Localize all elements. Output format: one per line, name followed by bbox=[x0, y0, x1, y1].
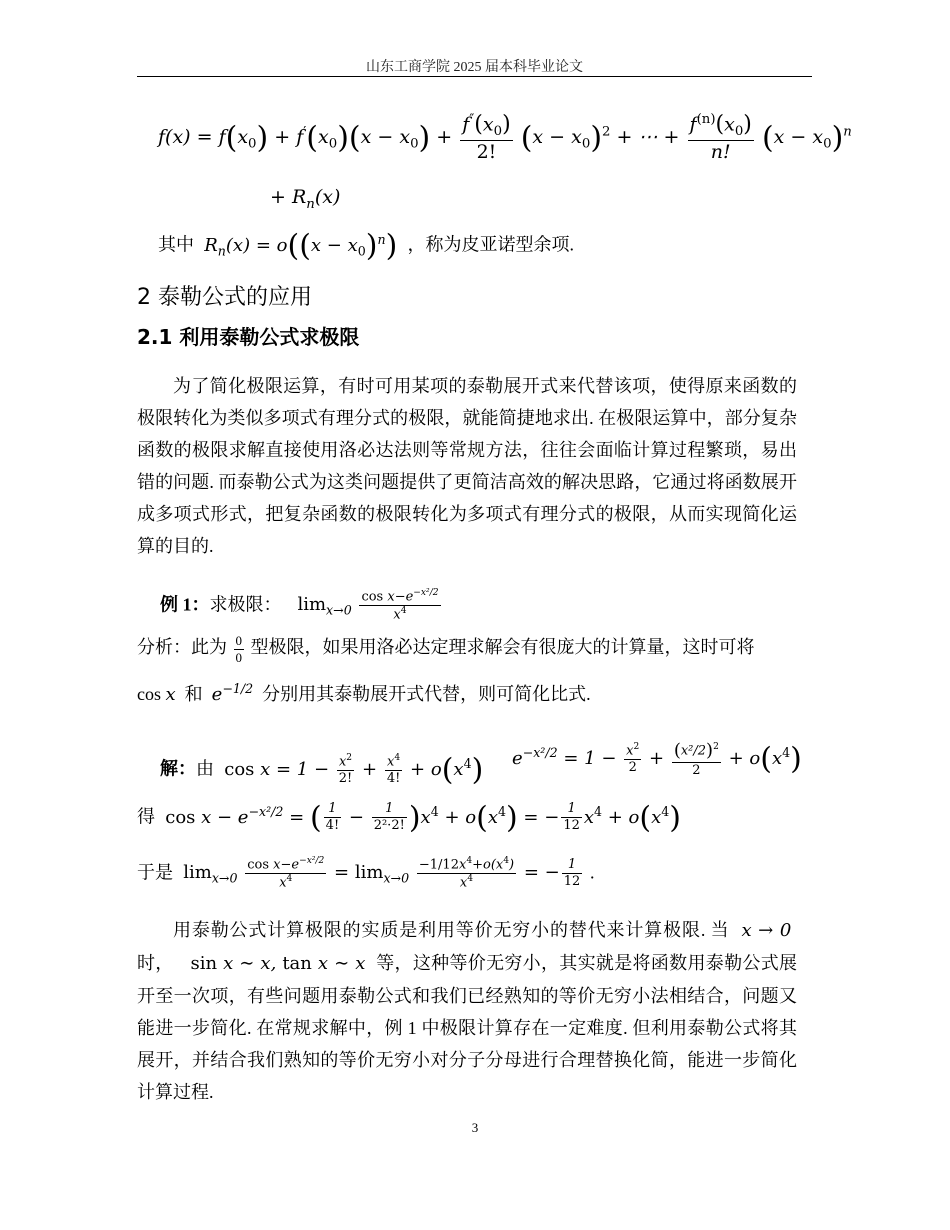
header-rule bbox=[137, 76, 812, 77]
subsection-title: 利用泰勒公式求极限 bbox=[179, 325, 360, 349]
solution-thus: 于是 bbox=[137, 862, 173, 883]
analysis-line2: cos x 和 $e^{-1/2}$ 分别用其泰勒展开式代替，则可简化比式. bbox=[137, 681, 591, 705]
solution-by: 由 bbox=[196, 758, 214, 779]
remainder-desc: ，称为皮亚诺型余项. bbox=[407, 234, 575, 255]
example-statement: 例 1：求极限： $\lim_{x\to 0}$ $\frac{\cos x-e^{-x^2/2}}{x^4}$ bbox=[160, 588, 439, 623]
section-heading bbox=[137, 280, 312, 311]
subsection-number: 2.1 bbox=[137, 325, 173, 349]
remainder-label: 其中 bbox=[158, 234, 194, 255]
remainder-line: 其中 $R_n(x) = o((x - x_0)^n)$ ，称为皮亚诺型余项. bbox=[158, 228, 575, 263]
example-label: 例 1： bbox=[160, 594, 210, 615]
solution-exp-expansion: $e^{-x^2/2} = 1$ − $\frac{x^2}{2}$ + $\frac{(x^2/2)^2}{2}$ + $o(x^4)$ bbox=[512, 740, 802, 778]
page-number: 3 bbox=[471, 1120, 479, 1135]
closing-paragraph: 用泰勒公式计算极限的实质是利用等价无穷小的替代来计算极限. 当 x → 0 时， sin x ∼ x, tan x ∼ x 等，这种等价无穷小，其实就是将函数用泰勒公式展开至一次项，有些问题用泰勒公式和我们已经熟知的等价无穷小法相结合，问题又能进一步简化. 在常规求解中，例 1 中极限计算存在一定难度. 但利用泰勒公式将其展开，并结合我们熟知的等价无穷小对分子分母进行合理替换化简，能进一步简化计算过程. bbox=[137, 920, 798, 1102]
analysis-c: 分别用其泰勒展开式代替，则可简化比式. bbox=[262, 684, 591, 704]
taylor-formula-line1: $f(x) = f(x_0) + f'(x_0)(x - x_0)$ + $\frac{f''(x_0)}{2!}$ $(x - x_0)^2$ + ⋯ + $\frac{f^{(n)}(x_0)}{n!}$ $(x - x_0)^n$ bbox=[158, 112, 852, 164]
closing-c: 等，这种等价无穷小，其实就是将函数用泰勒公式展开至一次项，有些问题用泰勒公式和我们已经熟知的等价无穷小法相结合，问题又能进一步简化. 在常规求解中，例 1 中极限计算存在一定难度. 但利用泰勒公式将其展开，并结合我们熟知的等价无穷小对分子分母进行合理替换化简，能进一步简化计算过程. bbox=[137, 953, 798, 1102]
taylor-formula-line2: + $R_n(x)$ bbox=[270, 186, 341, 212]
section-number: 2 bbox=[137, 285, 151, 310]
closing-a: 用泰勒公式计算极限的实质是利用等价无穷小的替代来计算极限. 当 bbox=[173, 920, 730, 940]
solution-get: 得 bbox=[137, 806, 155, 827]
analysis-line1: 分析：此为 $\frac{0}{0}$ 型极限，如果用洛必达定理求解会有很庞大的计算量，这时可将 bbox=[137, 633, 755, 665]
section-title: 泰勒公式的应用 bbox=[158, 285, 313, 310]
example-task: 求极限： bbox=[209, 594, 282, 615]
analysis-b: 型极限，如果用洛必达定理求解会有很庞大的计算量，这时可将 bbox=[250, 637, 755, 658]
solution-line2: 得 $\cos x - e^{-x^2/2}$ = ( $\frac{1}{4!}$ − $\frac{1}{\text{2²·2!}}$ )$x^4 + o(x^4)$ = − $\frac{1}{12}$ $x^4 + o(x^4)$ bbox=[137, 800, 682, 835]
closing-b: 时， bbox=[137, 953, 174, 973]
analysis-and: 和 bbox=[184, 684, 203, 704]
solution-label: 解： bbox=[160, 758, 196, 779]
analysis-a: 分析：此为 bbox=[137, 637, 227, 658]
solution-line1: 解：由 cos x = 1 − $\frac{x^2}{2!}$ + $\frac{x^4}{4!}$ + $o(x^4)$ bbox=[160, 752, 484, 787]
subsection-heading bbox=[137, 321, 359, 350]
solution-line3: 于是 $\lim_{x\to 0}$ $\frac{\cos x-e^{-x^2/2}}{x^4}$ = $\lim_{x\to 0}$ $\frac{-1/12x^4+o(x^4)}{x^4}$ = − $\frac{1}{12}$ . bbox=[137, 856, 595, 891]
intro-paragraph: 为了简化极限运算，有时可用某项的泰勒展开式来代替该项，使得原来函数的极限转化为类似多项式有理分式的极限，就能简捷地求出. 在极限运算中，部分复杂函数的极限求解直接使用洛必达法则等常规方法，往往会面临计算过程繁琐，易出错的问题. 而泰勒公式为这类问题提供了更简洁高效的解决思路，它通过将函数展开成多项式形式，把复杂函数的极限转化为多项式有理分式的极限，从而实现简化运算的目的. bbox=[137, 376, 797, 556]
running-header: 山东工商学院 2025 届本科毕业论文 bbox=[366, 60, 583, 75]
